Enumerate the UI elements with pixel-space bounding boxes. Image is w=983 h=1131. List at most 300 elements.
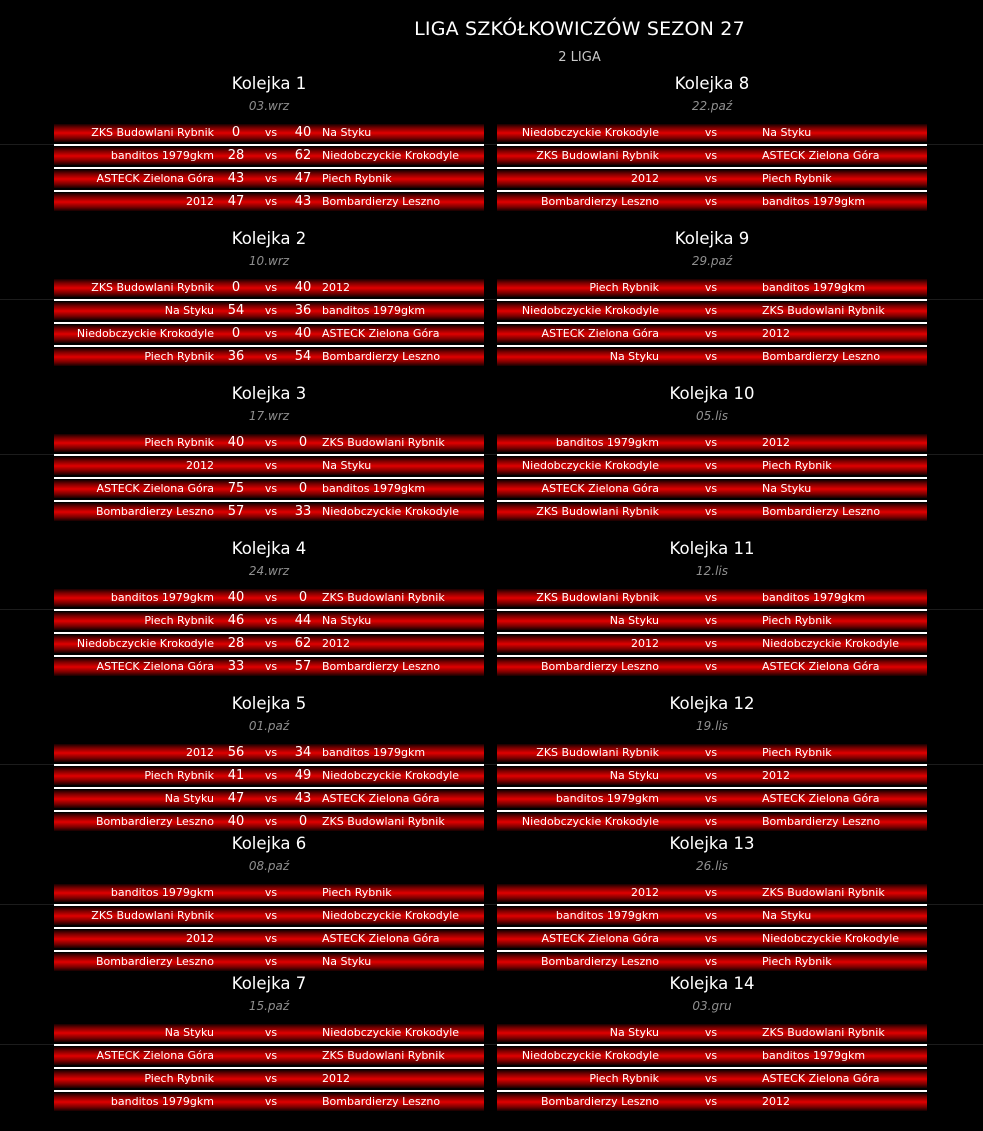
match-vs-label: vs <box>704 614 718 627</box>
match-vs-label: vs <box>704 591 718 604</box>
round-date: 10.wrz <box>248 254 290 268</box>
row-separator <box>54 810 484 812</box>
match-vs-label: vs <box>264 614 278 627</box>
match-away-team: Na Styku <box>762 126 812 139</box>
row-separator <box>497 609 927 611</box>
match-home-score: 0 <box>231 326 241 341</box>
match-row <box>497 503 927 521</box>
match-row <box>54 325 484 343</box>
match-vs-label: vs <box>704 126 718 139</box>
match-row <box>497 658 927 676</box>
round-title: Kolejka 7 <box>231 974 307 993</box>
page-title: LIGA SZKÓŁKOWICZÓW SEZON 27 <box>414 18 745 40</box>
match-row <box>497 813 927 831</box>
match-away-team: Na Styku <box>322 126 372 139</box>
match-vs-label: vs <box>704 172 718 185</box>
match-row <box>497 744 927 762</box>
match-away-score: 0 <box>298 590 308 605</box>
match-vs-label: vs <box>264 1095 278 1108</box>
row-separator <box>54 904 484 906</box>
match-vs-label: vs <box>264 637 278 650</box>
match-away-team: 2012 <box>322 637 350 650</box>
match-vs-label: vs <box>704 149 718 162</box>
row-separator <box>497 477 927 479</box>
match-home-team: Niedobczyckie Krokodyle <box>521 126 659 139</box>
round-date: 08.paź <box>248 859 290 873</box>
match-row <box>497 147 927 165</box>
match-vs-label: vs <box>264 126 278 139</box>
row-separator <box>497 454 927 456</box>
row-separator <box>54 1044 484 1046</box>
row-separator <box>54 144 484 146</box>
round-date: 29.paź <box>691 254 733 268</box>
match-home-team: Na Styku <box>609 614 659 627</box>
match-home-team: 2012 <box>186 932 214 945</box>
match-row <box>54 790 484 808</box>
match-vs-label: vs <box>704 327 718 340</box>
match-home-team: Niedobczyckie Krokodyle <box>521 815 659 828</box>
match-away-score: 34 <box>294 745 312 760</box>
match-vs-label: vs <box>704 459 718 472</box>
match-home-team: Bombardierzy Leszno <box>540 660 659 673</box>
match-home-team: Piech Rybnik <box>589 281 659 294</box>
match-home-team: ASTECK Zielona Góra <box>96 1049 214 1062</box>
match-home-team: 2012 <box>186 459 214 472</box>
row-separator <box>54 1090 484 1092</box>
match-away-team: Na Styku <box>762 482 812 495</box>
match-vs-label: vs <box>264 660 278 673</box>
match-home-score: 41 <box>227 768 245 783</box>
match-home-score: 40 <box>227 590 245 605</box>
match-home-team: Bombardierzy Leszno <box>95 815 214 828</box>
match-away-team: Bombardierzy Leszno <box>762 815 881 828</box>
match-vs-label: vs <box>264 172 278 185</box>
match-vs-label: vs <box>704 886 718 899</box>
row-separator <box>54 454 484 456</box>
match-row <box>497 1047 927 1065</box>
match-row <box>497 325 927 343</box>
match-row <box>497 457 927 475</box>
row-separator <box>497 322 927 324</box>
match-row <box>54 907 484 925</box>
match-away-score: 0 <box>298 481 308 496</box>
match-vs-label: vs <box>704 637 718 650</box>
match-row <box>54 480 484 498</box>
match-vs-label: vs <box>264 327 278 340</box>
row-separator <box>497 1044 927 1046</box>
match-home-team: ASTECK Zielona Góra <box>541 482 659 495</box>
match-vs-label: vs <box>704 436 718 449</box>
match-row <box>54 744 484 762</box>
match-home-team: Bombardierzy Leszno <box>540 195 659 208</box>
match-away-team: Bombardierzy Leszno <box>322 660 441 673</box>
row-separator <box>54 190 484 192</box>
match-home-score: 47 <box>227 194 245 209</box>
match-row <box>54 348 484 366</box>
match-away-team: Niedobczyckie Krokodyle <box>322 1026 460 1039</box>
round-date: 24.wrz <box>248 564 290 578</box>
match-row <box>54 147 484 165</box>
row-separator <box>54 632 484 634</box>
match-vs-label: vs <box>704 792 718 805</box>
round-title: Kolejka 12 <box>669 694 755 713</box>
row-separator <box>497 299 927 301</box>
match-vs-label: vs <box>704 1072 718 1085</box>
match-row <box>497 124 927 142</box>
match-row <box>54 124 484 142</box>
match-home-score: 36 <box>227 349 245 364</box>
match-away-team: ZKS Budowlani Rybnik <box>322 1049 445 1062</box>
match-vs-label: vs <box>704 746 718 759</box>
match-vs-label: vs <box>704 350 718 363</box>
row-separator <box>54 167 484 169</box>
match-row <box>497 1024 927 1042</box>
match-vs-label: vs <box>704 1095 718 1108</box>
match-row <box>497 953 927 971</box>
match-away-score: 54 <box>294 349 312 364</box>
match-away-score: 62 <box>294 148 312 163</box>
match-home-team: Na Styku <box>164 792 214 805</box>
match-vs-label: vs <box>264 1026 278 1039</box>
match-vs-label: vs <box>704 660 718 673</box>
match-home-team: Piech Rybnik <box>589 1072 659 1085</box>
row-separator <box>54 500 484 502</box>
match-home-team: Na Styku <box>609 350 659 363</box>
match-vs-label: vs <box>704 955 718 968</box>
match-vs-label: vs <box>264 932 278 945</box>
match-home-team: 2012 <box>631 886 659 899</box>
round-date: 12.lis <box>695 564 728 578</box>
match-away-team: ZKS Budowlani Rybnik <box>762 1026 885 1039</box>
match-vs-label: vs <box>264 195 278 208</box>
match-vs-label: vs <box>264 886 278 899</box>
match-vs-label: vs <box>264 792 278 805</box>
match-home-team: Niedobczyckie Krokodyle <box>521 304 659 317</box>
match-home-team: ZKS Budowlani Rybnik <box>536 505 659 518</box>
match-home-score: 54 <box>227 303 245 318</box>
match-home-score: 33 <box>227 659 245 674</box>
match-home-score: 0 <box>231 280 241 295</box>
match-away-team: Piech Rybnik <box>762 955 832 968</box>
round-date: 03.wrz <box>248 99 290 113</box>
round-title: Kolejka 11 <box>669 539 755 558</box>
match-home-score: 46 <box>227 613 245 628</box>
row-separator <box>497 167 927 169</box>
match-away-team: banditos 1979gkm <box>762 1049 866 1062</box>
round-title: Kolejka 14 <box>669 974 755 993</box>
match-away-team: Bombardierzy Leszno <box>322 195 441 208</box>
match-home-team: ASTECK Zielona Góra <box>541 327 659 340</box>
match-home-team: Niedobczyckie Krokodyle <box>76 327 214 340</box>
match-away-team: Piech Rybnik <box>322 886 392 899</box>
match-away-team: banditos 1979gkm <box>322 482 426 495</box>
match-home-team: 2012 <box>186 195 214 208</box>
match-vs-label: vs <box>264 149 278 162</box>
match-home-team: banditos 1979gkm <box>110 149 214 162</box>
match-home-team: banditos 1979gkm <box>555 436 659 449</box>
match-away-team: Piech Rybnik <box>322 172 392 185</box>
round-date: 03.gru <box>692 999 732 1013</box>
match-row <box>54 1070 484 1088</box>
round-title: Kolejka 8 <box>674 74 750 93</box>
match-row <box>497 790 927 808</box>
match-vs-label: vs <box>264 1072 278 1085</box>
round-title: Kolejka 1 <box>231 74 307 93</box>
match-away-team: Piech Rybnik <box>762 746 832 759</box>
match-row <box>54 658 484 676</box>
match-away-team: 2012 <box>762 769 790 782</box>
match-row <box>497 907 927 925</box>
match-home-team: 2012 <box>631 172 659 185</box>
match-row <box>54 612 484 630</box>
match-home-team: Piech Rybnik <box>144 436 214 449</box>
match-vs-label: vs <box>264 591 278 604</box>
match-row <box>54 434 484 452</box>
row-separator <box>497 655 927 657</box>
match-home-team: Piech Rybnik <box>144 1072 214 1085</box>
match-home-score: 75 <box>227 481 245 496</box>
match-away-team: ASTECK Zielona Góra <box>322 792 440 805</box>
match-away-team: Bombardierzy Leszno <box>322 1095 441 1108</box>
row-separator <box>497 787 927 789</box>
match-away-team: banditos 1979gkm <box>762 281 866 294</box>
match-away-team: ASTECK Zielona Góra <box>322 327 440 340</box>
match-away-team: banditos 1979gkm <box>762 591 866 604</box>
match-away-team: Bombardierzy Leszno <box>762 350 881 363</box>
match-vs-label: vs <box>704 281 718 294</box>
row-separator <box>54 787 484 789</box>
match-row <box>497 589 927 607</box>
row-separator <box>497 810 927 812</box>
match-home-score: 28 <box>227 636 245 651</box>
match-vs-label: vs <box>264 746 278 759</box>
match-away-team: ASTECK Zielona Góra <box>762 792 880 805</box>
round-title: Kolejka 13 <box>669 834 755 853</box>
row-separator <box>54 609 484 611</box>
match-away-team: ZKS Budowlani Rybnik <box>322 815 445 828</box>
match-home-team: ZKS Budowlani Rybnik <box>536 149 659 162</box>
match-away-team: ZKS Budowlani Rybnik <box>762 886 885 899</box>
match-row <box>497 884 927 902</box>
match-away-score: 43 <box>294 791 312 806</box>
round-title: Kolejka 9 <box>674 229 750 248</box>
match-home-team: ZKS Budowlani Rybnik <box>91 281 214 294</box>
match-away-score: 44 <box>294 613 312 628</box>
match-home-team: ZKS Budowlani Rybnik <box>536 746 659 759</box>
match-home-team: banditos 1979gkm <box>110 1095 214 1108</box>
match-vs-label: vs <box>264 436 278 449</box>
row-separator <box>54 950 484 952</box>
row-separator <box>497 904 927 906</box>
match-home-team: Piech Rybnik <box>144 350 214 363</box>
match-home-team: ZKS Budowlani Rybnik <box>91 126 214 139</box>
match-vs-label: vs <box>704 482 718 495</box>
match-row <box>54 589 484 607</box>
match-home-team: ASTECK Zielona Góra <box>96 482 214 495</box>
match-home-team: Na Styku <box>609 1026 659 1039</box>
match-away-team: Piech Rybnik <box>762 459 832 472</box>
match-away-score: 49 <box>294 768 312 783</box>
match-vs-label: vs <box>264 482 278 495</box>
round-date: 01.paź <box>248 719 290 733</box>
row-separator <box>54 764 484 766</box>
match-away-team: ASTECK Zielona Góra <box>762 660 880 673</box>
match-away-team: 2012 <box>762 436 790 449</box>
match-home-team: ASTECK Zielona Góra <box>96 172 214 185</box>
row-separator <box>54 477 484 479</box>
round-date: 19.lis <box>695 719 728 733</box>
row-separator <box>497 632 927 634</box>
match-vs-label: vs <box>264 909 278 922</box>
match-home-score: 40 <box>227 814 245 829</box>
match-home-team: Piech Rybnik <box>144 614 214 627</box>
match-away-team: Niedobczyckie Krokodyle <box>322 909 460 922</box>
match-away-score: 40 <box>294 125 312 140</box>
match-row <box>497 1093 927 1111</box>
match-vs-label: vs <box>704 304 718 317</box>
round-title: Kolejka 2 <box>231 229 307 248</box>
row-separator <box>497 144 927 146</box>
match-row <box>54 884 484 902</box>
match-home-score: 47 <box>227 791 245 806</box>
match-home-team: Bombardierzy Leszno <box>540 1095 659 1108</box>
match-row <box>497 434 927 452</box>
round-date: 17.wrz <box>248 409 290 423</box>
match-row <box>497 170 927 188</box>
row-separator <box>54 299 484 301</box>
match-row <box>54 170 484 188</box>
match-home-score: 40 <box>227 435 245 450</box>
match-away-team: 2012 <box>322 1072 350 1085</box>
match-row <box>54 1093 484 1111</box>
match-row <box>497 930 927 948</box>
match-away-team: 2012 <box>762 327 790 340</box>
row-separator <box>497 500 927 502</box>
match-home-team: ASTECK Zielona Góra <box>96 660 214 673</box>
match-home-team: banditos 1979gkm <box>110 591 214 604</box>
match-home-team: Bombardierzy Leszno <box>95 955 214 968</box>
match-vs-label: vs <box>264 505 278 518</box>
match-home-team: 2012 <box>631 637 659 650</box>
match-home-team: ASTECK Zielona Góra <box>541 932 659 945</box>
match-row <box>497 480 927 498</box>
row-separator <box>497 950 927 952</box>
round-title: Kolejka 4 <box>231 539 307 558</box>
match-vs-label: vs <box>704 815 718 828</box>
match-vs-label: vs <box>264 769 278 782</box>
match-home-score: 0 <box>231 125 241 140</box>
match-home-team: banditos 1979gkm <box>555 792 659 805</box>
match-row <box>497 767 927 785</box>
match-away-team: Piech Rybnik <box>762 614 832 627</box>
match-home-team: ZKS Budowlani Rybnik <box>91 909 214 922</box>
match-away-score: 43 <box>294 194 312 209</box>
match-row <box>54 635 484 653</box>
round-title: Kolejka 5 <box>231 694 307 713</box>
match-away-team: 2012 <box>762 1095 790 1108</box>
match-home-score: 28 <box>227 148 245 163</box>
row-separator <box>54 322 484 324</box>
match-home-team: Na Styku <box>609 769 659 782</box>
round-date: 15.paź <box>248 999 290 1013</box>
match-row <box>497 348 927 366</box>
match-row <box>54 193 484 211</box>
match-row <box>497 612 927 630</box>
match-row <box>54 1024 484 1042</box>
match-row <box>54 457 484 475</box>
row-separator <box>497 1090 927 1092</box>
match-vs-label: vs <box>264 459 278 472</box>
match-home-team: ZKS Budowlani Rybnik <box>536 591 659 604</box>
row-separator <box>497 345 927 347</box>
match-away-team: ASTECK Zielona Góra <box>322 932 440 945</box>
row-separator <box>54 345 484 347</box>
match-away-team: Na Styku <box>322 614 372 627</box>
match-row <box>497 279 927 297</box>
match-away-score: 0 <box>298 435 308 450</box>
match-row <box>54 1047 484 1065</box>
league-subtitle: 2 LIGA <box>558 50 601 65</box>
match-away-team: Bombardierzy Leszno <box>762 505 881 518</box>
match-away-score: 40 <box>294 326 312 341</box>
match-home-score: 43 <box>227 171 245 186</box>
match-away-team: Niedobczyckie Krokodyle <box>322 505 460 518</box>
match-away-team: Na Styku <box>322 459 372 472</box>
match-away-team: ASTECK Zielona Góra <box>762 149 880 162</box>
match-row <box>54 813 484 831</box>
match-away-score: 0 <box>298 814 308 829</box>
round-date: 22.paź <box>691 99 733 113</box>
match-away-team: Bombardierzy Leszno <box>322 350 441 363</box>
row-separator <box>497 764 927 766</box>
match-away-score: 57 <box>294 659 312 674</box>
match-away-team: Niedobczyckie Krokodyle <box>762 932 900 945</box>
match-vs-label: vs <box>264 281 278 294</box>
match-away-team: banditos 1979gkm <box>322 746 426 759</box>
round-title: Kolejka 6 <box>231 834 307 853</box>
match-vs-label: vs <box>264 955 278 968</box>
match-vs-label: vs <box>264 350 278 363</box>
match-row <box>54 279 484 297</box>
match-away-team: Piech Rybnik <box>762 172 832 185</box>
match-home-team: banditos 1979gkm <box>555 909 659 922</box>
match-home-team: Na Styku <box>164 304 214 317</box>
match-home-team: Niedobczyckie Krokodyle <box>521 459 659 472</box>
match-home-team: Na Styku <box>164 1026 214 1039</box>
match-row <box>54 953 484 971</box>
match-vs-label: vs <box>704 505 718 518</box>
round-date: 26.lis <box>695 859 728 873</box>
match-home-team: Niedobczyckie Krokodyle <box>76 637 214 650</box>
match-away-team: Na Styku <box>762 909 812 922</box>
match-away-team: ASTECK Zielona Góra <box>762 1072 880 1085</box>
match-vs-label: vs <box>704 769 718 782</box>
match-row <box>497 1070 927 1088</box>
match-vs-label: vs <box>704 932 718 945</box>
match-away-score: 47 <box>294 171 312 186</box>
match-home-score: 56 <box>227 745 245 760</box>
match-away-team: banditos 1979gkm <box>762 195 866 208</box>
round-date: 05.lis <box>695 409 728 423</box>
match-away-team: Na Styku <box>322 955 372 968</box>
match-vs-label: vs <box>264 304 278 317</box>
match-vs-label: vs <box>704 909 718 922</box>
match-home-team: 2012 <box>186 746 214 759</box>
match-away-team: Niedobczyckie Krokodyle <box>762 637 900 650</box>
match-away-team: 2012 <box>322 281 350 294</box>
match-row <box>54 767 484 785</box>
match-away-team: Niedobczyckie Krokodyle <box>322 149 460 162</box>
